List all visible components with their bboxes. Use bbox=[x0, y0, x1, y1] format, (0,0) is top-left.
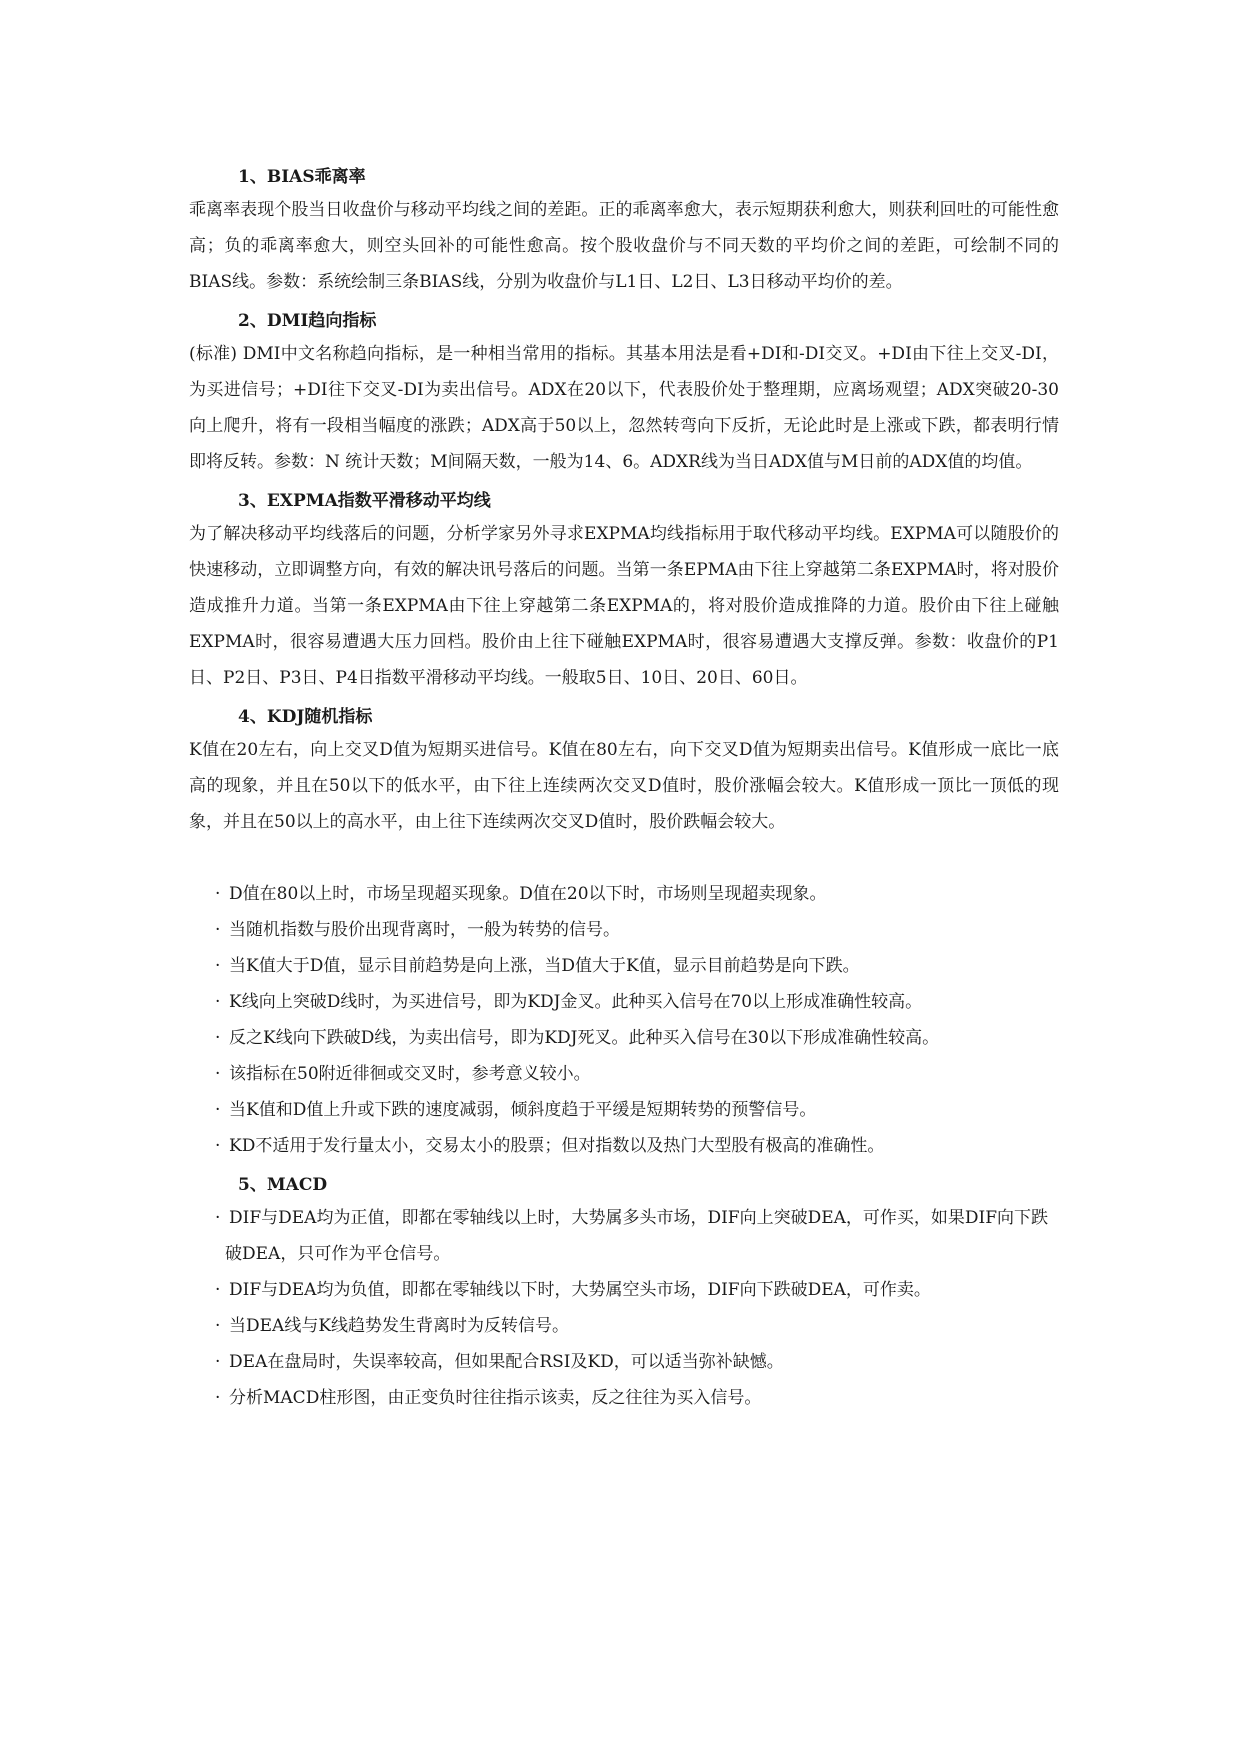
bullet-mark: · bbox=[215, 1064, 221, 1084]
bullet-text: K线向上突破D线时，为买进信号，即为KDJ金叉。此种买入信号在70以上形成准确性较高。 bbox=[229, 992, 923, 1012]
bullet-mark: · bbox=[215, 956, 221, 976]
list-item bbox=[189, 1056, 1059, 1092]
bullet-text: 当K值和D值上升或下跌的速度减弱，倾斜度趋于平缓是短期转势的预警信号。 bbox=[229, 1100, 817, 1120]
section-heading-expma: 3、EXPMA指数平滑移动平均线 bbox=[238, 491, 491, 511]
bullet-text: KD不适用于发行量太小，交易太小的股票；但对指数以及热门大型股有极高的准确性。 bbox=[229, 1136, 885, 1156]
section-paragraph-bias: 乖离率表现个股当日收盘价与移动平均线之间的差距。正的乖离率愈大，表示短期获利愈大，则获利回吐的可能性愈高；负的乖离率愈大，则空头回补的可能性愈高。按个股收盘价与不同天数的平均价之间的差距，可绘制不同的BIAS线。参数：系统绘制三条BIAS线，分别为收盘价与L1日、L2日、L3日移动平均价的差。 bbox=[189, 200, 1059, 292]
bullet-text: 当K值大于D值，显示目前趋势是向上涨，当D值大于K值，显示目前趋势是向下跌。 bbox=[229, 956, 860, 976]
bullet-text: 该指标在50附近徘徊或交叉时，参考意义较小。 bbox=[229, 1064, 591, 1084]
list-item bbox=[189, 1308, 1059, 1344]
list-item bbox=[189, 1344, 1059, 1380]
section-heading-macd: 5、MACD bbox=[238, 1175, 328, 1195]
bullet-mark: · bbox=[215, 992, 221, 1012]
list-item bbox=[189, 1380, 1059, 1416]
bullet-mark: · bbox=[215, 1280, 221, 1300]
list-item bbox=[189, 948, 1059, 984]
bullet-text: D值在80以上时，市场呈现超买现象。D值在20以下时，市场则呈现超卖现象。 bbox=[229, 884, 827, 904]
bullet-text: DIF与DEA均为负值，即都在零轴线以下时，大势属空头市场，DIF向下跌破DEA，可作卖。 bbox=[229, 1280, 931, 1300]
bullet-mark: · bbox=[215, 1388, 221, 1408]
list-item bbox=[189, 1128, 1059, 1164]
bullet-mark: · bbox=[215, 884, 221, 904]
bullet-text: DIF与DEA均为正值，即都在零轴线以上时，大势属多头市场，DIF向上突破DEA，可作买，如果DIF向下跌破DEA，只可作为平仓信号。 bbox=[225, 1208, 1049, 1264]
list-item bbox=[189, 1020, 1059, 1056]
bullet-mark: · bbox=[215, 1100, 221, 1120]
bullet-mark: · bbox=[215, 1208, 221, 1228]
section-heading-bias: 1、BIAS乖离率 bbox=[238, 167, 366, 187]
macd-bullet-list bbox=[189, 1200, 1059, 1416]
section-paragraph-kdj: K值在20左右，向上交叉D值为短期买进信号。K值在80左右，向下交叉D值为短期卖出信号。K值形成一底比一底高的现象，并且在50以下的低水平，由下往上连续两次交叉D值时，股价涨幅会较大。K值形成一顶比一顶低的现象，并且在50以上的高水平，由上往下连续两次交叉D值时，股价跌幅会较大。 bbox=[189, 740, 1059, 832]
list-item bbox=[189, 984, 1059, 1020]
bullet-text: 当DEA线与K线趋势发生背离时为反转信号。 bbox=[229, 1316, 570, 1336]
list-item bbox=[189, 876, 1059, 912]
section-paragraph-dmi: (标准) DMI中文名称趋向指标，是一种相当常用的指标。其基本用法是看+DI和-DI交叉。+DI由下往上交叉-DI，为买进信号；+DI往下交叉-DI为卖出信号。ADX在20以下，代表股价处于整理期，应离场观望；ADX突破20-30向上爬升，将有一段相当幅度的涨跌；ADX高于50以上，忽然转弯向下反折，无论此时是上涨或下跌，都表明行情即将反转。参数：N 统计天数；M间隔天数，一般为14、6。ADXR线为当日ADX值与M日前的ADX值的均值。 bbox=[189, 344, 1059, 472]
list-item bbox=[189, 1272, 1059, 1308]
section-paragraph-expma: 为了解决移动平均线落后的问题，分析学家另外寻求EXPMA均线指标用于取代移动平均线。EXPMA可以随股价的快速移动，立即调整方向，有效的解决讯号落后的问题。当第一条EPMA由下往上穿越第二条EXPMA时，将对股价造成推升力道。当第一条EXPMA由下往上穿越第二条EXPMA的，将对股价造成推降的力道。股价由下往上碰触EXPMA时，很容易遭遇大压力回档。股价由上往下碰触EXPMA时，很容易遭遇大支撑反弹。参数：收盘价的P1日、P2日、P3日、P4日指数平滑移动平均线。一般取5日、10日、20日、60日。 bbox=[189, 524, 1059, 688]
list-item bbox=[189, 912, 1059, 948]
bullet-text: 反之K线向下跌破D线，为卖出信号，即为KDJ死叉。此种买入信号在30以下形成准确性较高。 bbox=[229, 1028, 940, 1048]
bullet-mark: · bbox=[215, 1028, 221, 1048]
bullet-mark: · bbox=[215, 1352, 221, 1372]
list-item bbox=[189, 1092, 1059, 1128]
document-body bbox=[189, 162, 1059, 1416]
blank-line bbox=[189, 840, 1059, 876]
bullet-mark: · bbox=[215, 1136, 221, 1156]
bullet-text: DEA在盘局时，失误率较高，但如果配合RSI及KD，可以适当弥补缺憾。 bbox=[229, 1352, 784, 1372]
section-heading-kdj: 4、KDJ随机指标 bbox=[238, 707, 373, 727]
bullet-mark: · bbox=[215, 1316, 221, 1336]
bullet-text: 当随机指数与股价出现背离时，一般为转势的信号。 bbox=[229, 920, 620, 940]
kdj-bullet-list bbox=[189, 876, 1059, 1164]
section-heading-dmi: 2、DMI趋向指标 bbox=[238, 311, 377, 331]
list-item bbox=[189, 1200, 1059, 1272]
bullet-text: 分析MACD柱形图，由正变负时往往指示该卖，反之往往为买入信号。 bbox=[229, 1388, 762, 1408]
bullet-mark: · bbox=[215, 920, 221, 940]
